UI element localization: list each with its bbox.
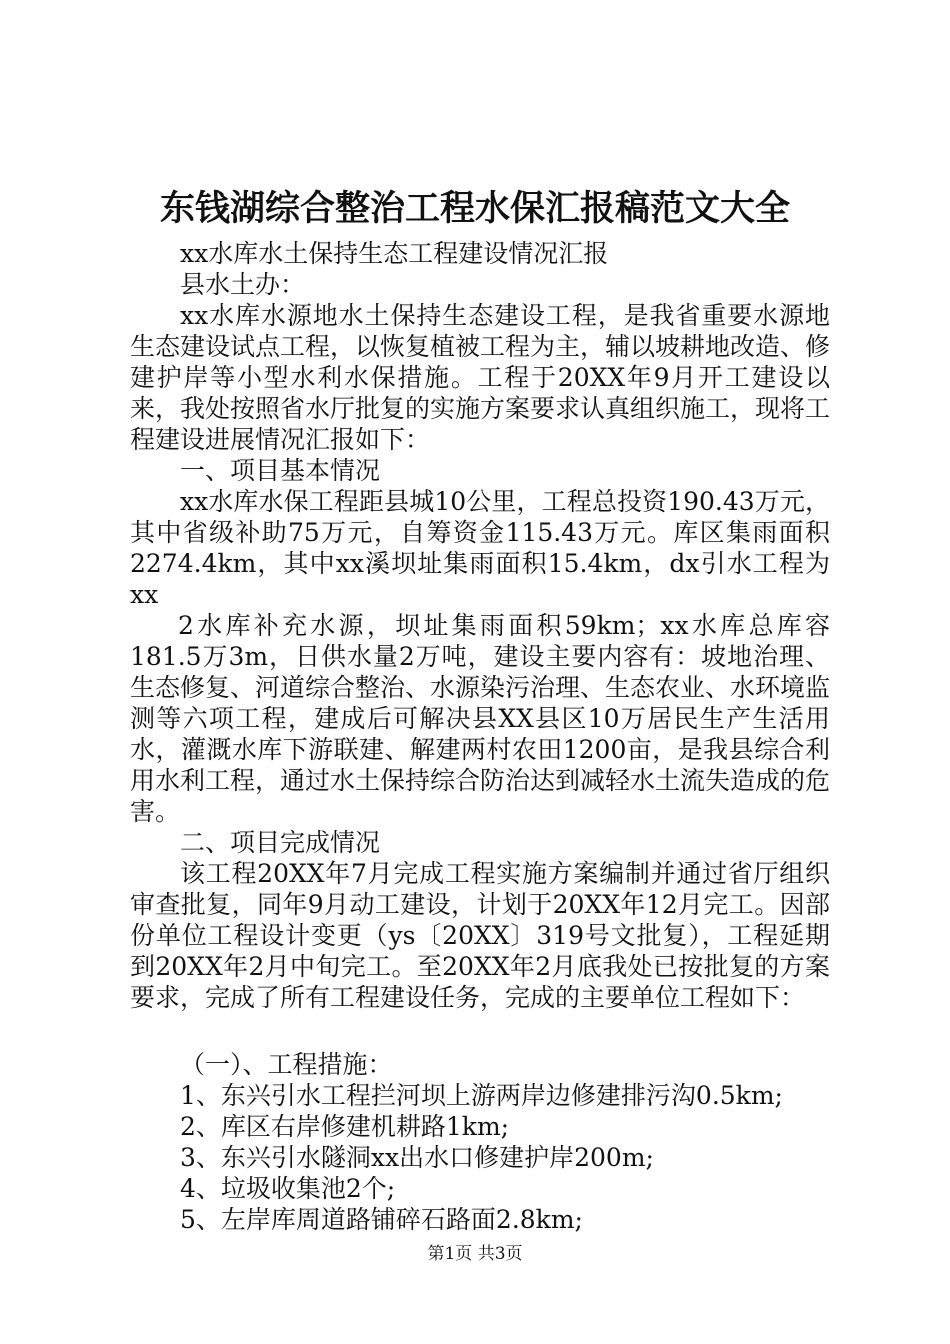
section-2-heading: 二、项目完成情况 bbox=[180, 828, 381, 857]
section-1-heading: 一、项目基本情况 bbox=[180, 456, 381, 485]
section-1-paragraph: xx水库水保工程距县城10公里，工程总投资190.43万元，其中省级补助75万元，自筹资金115.43万元。库区集雨面积2274.4km，其中xx溪坝址集雨面积15.4km，dx引水工程为xx bbox=[130, 487, 830, 609]
document-body bbox=[130, 238, 830, 1235]
section-2-paragraph: 该工程20XX年7月完成工程实施方案编制并通过省厅组织审查批复，同年9月动工建设，计划于20XX年12月完工。因部份单位工程设计变更（ys〔20XX〕319号文批复），工程延期到20XX年2月中旬完工。至20XX年2月底我处已按批复的方案要求，完成了所有工程建设任务，完成的主要单位工程如下： bbox=[130, 859, 830, 1012]
addressee: 县水土办： bbox=[180, 270, 306, 299]
list-item: 2、库区右岸修建机耕路1km; bbox=[180, 1112, 510, 1141]
list-item: 5、左岸库周道路铺碎石路面2.8km; bbox=[180, 1205, 583, 1234]
page-footer: 第1页 共3页 bbox=[427, 1244, 523, 1264]
report-subtitle: xx水库水土保持生态工程建设情况汇报 bbox=[180, 239, 609, 268]
intro-paragraph: xx水库水源地水土保持生态建设工程，是我省重要水源地生态建设试点工程，以恢复植被工程为主，辅以坡耕地改造、修建护岸等小型水利水保措施。工程于20XX年9月开工建设以来，我处按照省水厅批复的实施方案要求认真组织施工，现将工程建设进展情况汇报如下： bbox=[130, 301, 831, 454]
paragraph-gap bbox=[130, 1013, 830, 1049]
list-item: 1、东兴引水工程拦河坝上游两岸边修建排污沟0.5km; bbox=[180, 1081, 783, 1110]
subsection-heading: （一）、工程措施： bbox=[180, 1050, 393, 1079]
document-title: 东钱湖综合整治工程水保汇报稿范文大全 bbox=[159, 188, 790, 229]
list-item: 3、东兴引水隧洞xx出水口修建护岸200m; bbox=[180, 1143, 654, 1172]
section-1-paragraph-continued: 2水库补充水源，坝址集雨面积59km；xx水库总库容181.5万3m，日供水量2万吨，建设主要内容有：坡地治理、生态修复、河道综合整治、水源染污治理、生态农业、水环境监测等六项工程，建成后可解决县XX县区10万居民生产生活用水，灌溉水库下游联建、解建两村农田1200亩，是我县综合利用水利工程，通过水土保持综合防治达到减轻水土流失造成的危害。 bbox=[130, 611, 831, 826]
list-item: 4、垃圾收集池2个; bbox=[180, 1174, 396, 1203]
